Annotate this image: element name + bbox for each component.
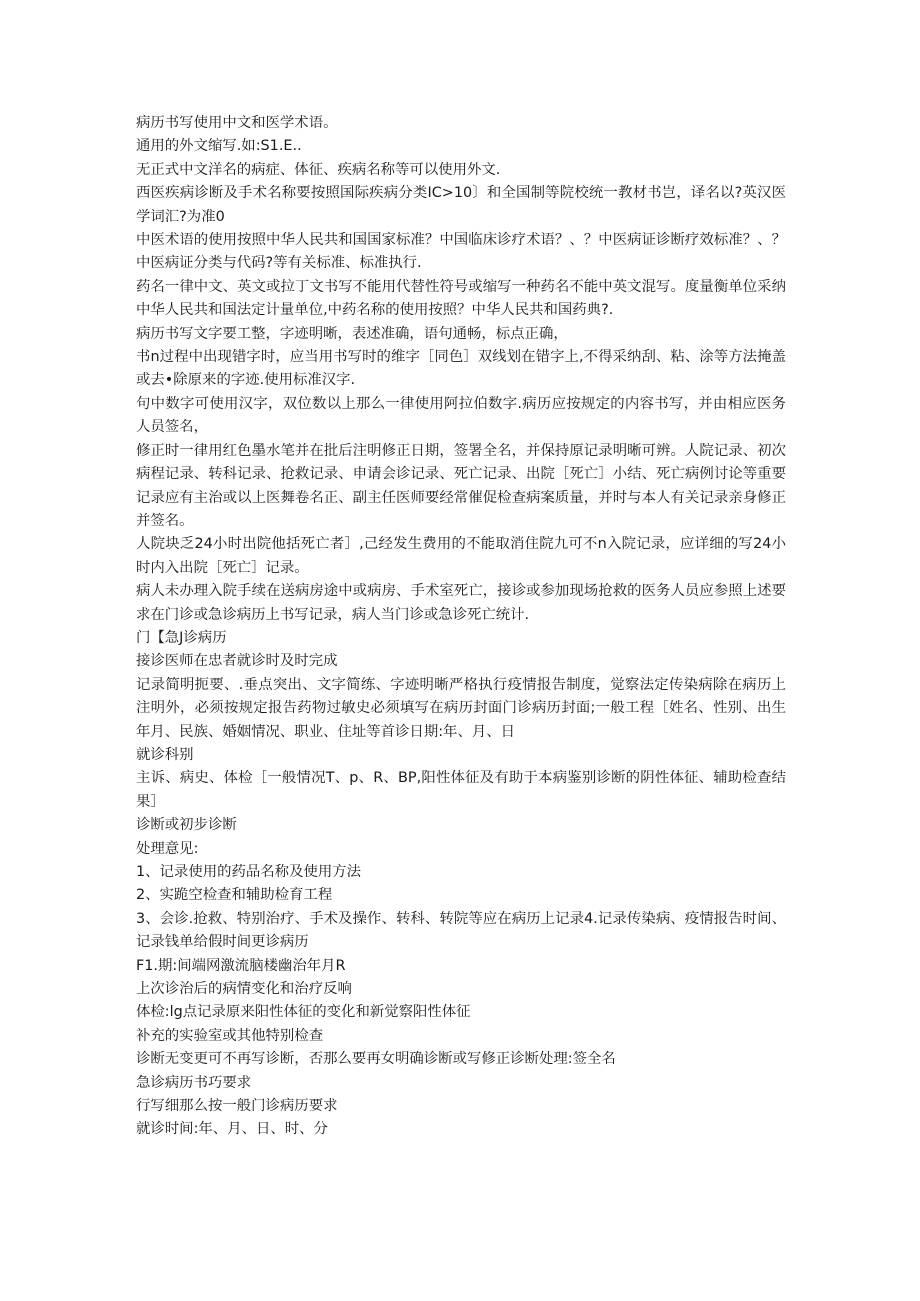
paragraph-24: 上次诊治后的病情变化和治疗反响 [136,981,352,998]
list-item-2: 2、实跪空检查和辅助检育工程 [136,887,333,904]
paragraph-19: 处理意见: [136,840,199,857]
paragraph-8: 书n过程中出现错字时，应当用书写时的维字［同色］双线划在错字上,不得采纳刮、粘、涂等方法掩盖或去•除原来的字迹.使用标准汉字. [136,349,786,389]
paragraph-14: 接诊医师在忠者就诊时及时完成 [136,653,338,670]
paragraph-18: 诊断或初步诊断 [136,817,237,834]
section-heading-outpatient: 门【急J诊病历 [136,629,227,646]
document-page [136,112,786,1142]
paragraph-12: 病人未办理入院手续在送病房途中或病房、手术室死亡，接诊或参加现场抢救的医务人员应参照上述要求在门诊或急诊病历上书写记录，病人当门诊或急诊死亡统计. [136,583,786,623]
paragraph-27: 诊断无变更可不再写诊断，否那么要再女明确诊断或写修正诊断处理:签全名 [136,1051,616,1068]
paragraph-29: 行写细那么按一般门诊病历要求 [136,1098,338,1115]
list-item-1: 1、记录使用的药品名称及使用方法 [136,864,362,880]
paragraph-11: 人院块乏24小时出院他括死亡者］,己经发生费用的不能取消住院九可不n入院记录，应详细的写24小时内入出院［死亡］记录。 [136,536,786,576]
paragraph-26: 补充的实验室或其他特别检查 [136,1027,324,1044]
paragraph-9: 句中数字可使用汉字，双位数以上那么一律使用阿拉伯数字.病历应按规定的内容书写，并由相应医务人员签名， [136,395,786,436]
paragraph-17: 主诉、病史、体检［一般情况T、p、R、BP,阳性体征及有助于本病鉴别诊断的阴性体征、辅助检查结果］ [136,770,786,810]
paragraph-5: 中医术语的使用按照中华人民共和国国家标准？中国临床诊疗术语？、？中医病证诊断疗效标准？、？中医病证分类与代码?等有关标准、标准执行. [136,232,786,272]
paragraph-25: 体检:lg点记录原来阳性体征的变化和新觉察阳性体征 [136,1004,471,1021]
paragraph-23: F1.期:间端网激流脑楼幽治年月R [136,957,346,974]
paragraph-1: 病历书写使用中文和医学术语。 [136,115,338,131]
paragraph-3: 无正式中文洋名的病症、体征、疾病名称等可以使用外文. [136,161,501,178]
paragraph-16: 就诊科别 [136,746,194,763]
paragraph-30: 就诊时间:年、月、日、时、分 [136,1121,328,1138]
list-item-3: 3、会诊.抢救、特别治疗、手术及操作、转科、转院等应在病历上记录4.记录传染病、疫情报告时间、记录钱单给假时间更诊病历 [136,910,786,951]
paragraph-10: 修正时一律用红色墨水笔并在批后注明修正日期，签署全名，并保持原记录明晰可辨。人院记录、初次病程记录、转科记录、抢救记录、申请会诊记录、死亡记录、出院［死亡］小结、死亡病例讨论等重要记录应有主治或以上医舞卷名正、副主任医师要经常催促检查病案质量，并时与本人有关记录亲身修正并签名。 [136,442,786,529]
paragraph-15: 记录简明扼要、.垂点突出、文字简练、字迹明晰严格执行疫情报告制度，觉察法定传染病除在病历上注明外，必须按规定报告药物过敏史必须填写在病历封面门诊病历封面;一般工程［姓名、性别、出生年月、民族、婚姻情况、职业、住址等首诊日期:年、月、日 [136,676,786,740]
paragraph-7: 病历书写文字要工整，字迹明晰，表述准确，语句通畅，标点正确， [136,325,568,342]
paragraph-4: 西医疾病诊断及手术名称要按照国际疾病分类IC>10〕和全国制等院校统一教材书岂，译名以?英汉医学词汇?为准0 [136,185,786,225]
paragraph-2: 通用的外文缩写.如:S1.E.. [136,138,302,155]
paragraph-6: 药名一律中文、英文或拉丁文书写不能用代替性符号或缩写一种药名不能中英文混写。度量衡单位采纳中华人民共和国法定计量单位,中药名称的使用按照？中华人民共和国药典?. [136,278,786,319]
section-heading-emergency: 急诊病历书巧要求 [136,1074,252,1091]
